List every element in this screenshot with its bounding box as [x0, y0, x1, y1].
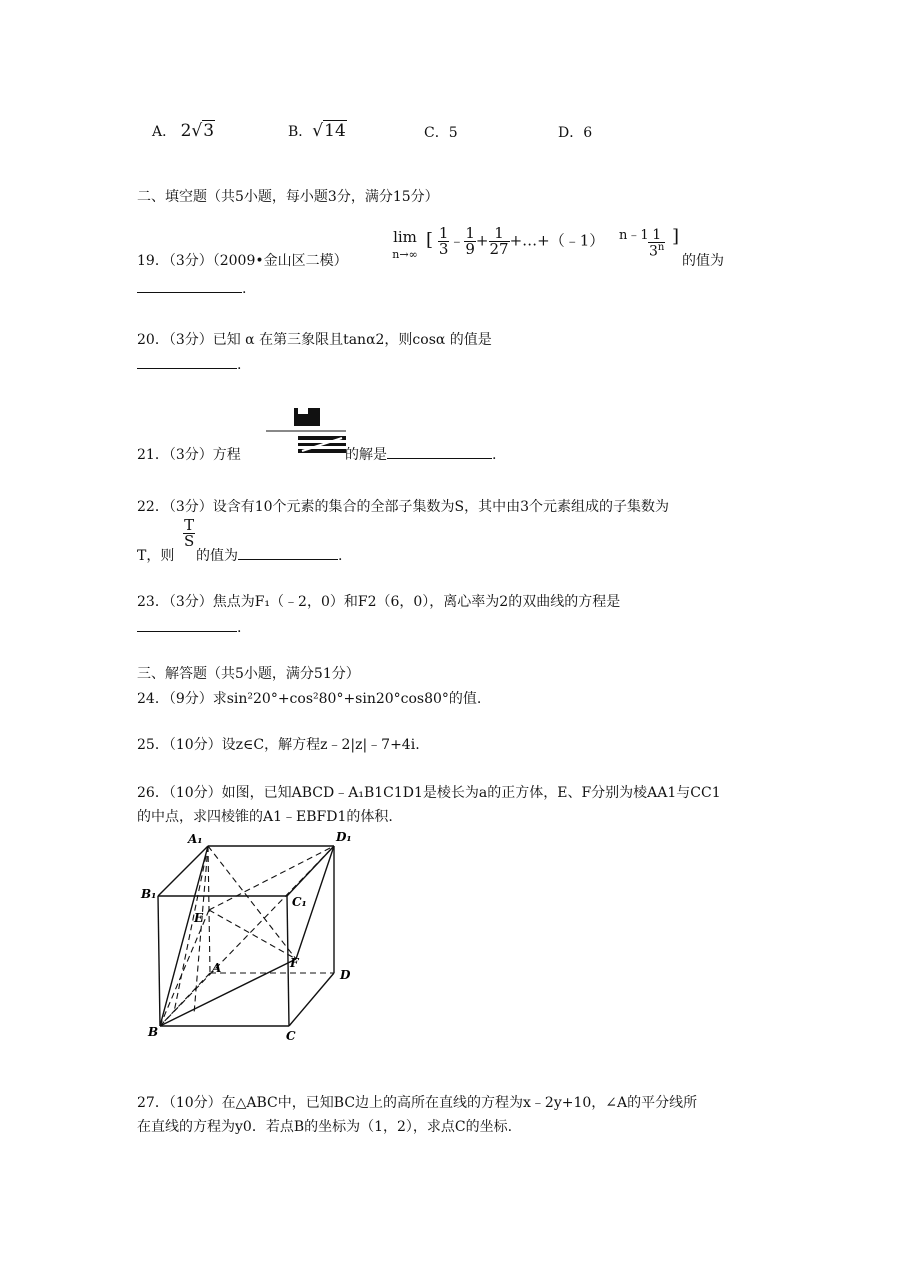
q19-end: .	[242, 281, 247, 297]
q19-frac-4-num: 1	[652, 227, 662, 243]
q26-line2: 的中点，求四棱锥的A1﹣EBFD1的体积.	[137, 809, 393, 825]
q19-frac-4	[648, 228, 665, 259]
cube-dashed-edges	[160, 846, 334, 1026]
q21-equation-image	[262, 405, 348, 457]
q25-text: 25．（10分）设z∈C，解方程z﹣2|z|﹣7+4i.	[137, 737, 420, 753]
label-a: A	[212, 961, 222, 975]
q19-frac-1-den: 3	[438, 240, 449, 258]
q19-series-dots: +…+（﹣1）	[509, 231, 605, 250]
option-b-label: B．	[288, 124, 313, 140]
q19-frac-3-num: 1	[489, 226, 510, 242]
option-d: D．6	[558, 125, 593, 141]
q19-minus: ﹣	[449, 231, 465, 250]
label-d1: D₁	[336, 830, 352, 844]
q21-suffix: 的解是	[345, 447, 387, 463]
q19-frac-2-num: 1	[465, 224, 475, 242]
q23-text: 23．（3分）焦点为F₁（﹣2，0）和F2（6，0），离心率为2的双曲线的方程是	[137, 594, 621, 610]
q19-lim-sub: n→∞	[392, 248, 418, 261]
q22-answer-line	[196, 545, 342, 565]
q19-frac-4-exp: n	[657, 242, 665, 253]
option-b-radicand: 14	[324, 121, 346, 141]
label-b: B	[148, 1025, 159, 1039]
q19-frac-1	[438, 226, 450, 257]
q23-end: .	[237, 620, 242, 636]
q19-frac-1-num: 1	[438, 224, 449, 242]
q19-expression	[426, 226, 604, 257]
q24-text: 24．（9分）求sin²20°+cos²80°+sin20°cos80°的值.	[137, 691, 482, 707]
label-c: C	[286, 1029, 296, 1043]
q21-prefix: 21．（3分）方程	[137, 447, 241, 463]
q19-frac-2	[464, 226, 476, 257]
label-b1: B₁	[141, 887, 157, 901]
q19-lim	[386, 228, 424, 261]
q19-frac-4-den: 3	[649, 243, 658, 260]
q22-text: 22．（3分）设含有10个元素的集合的全部子集数为S，其中由3个元素组成的子集数为	[137, 499, 670, 515]
q20-end: .	[237, 357, 242, 373]
q23-answer-line	[137, 617, 241, 636]
q20-answer-line	[137, 354, 241, 373]
q19-frac-3	[489, 226, 510, 257]
label-f: F	[290, 956, 299, 970]
section3-heading: 三、解答题（共5小题，满分51分）	[137, 666, 360, 682]
q19-prefix: 19．（3分）（2009•金山区二模）	[137, 253, 348, 269]
q19-bracket-close: ]	[672, 226, 680, 247]
option-b: B．√14	[288, 121, 346, 141]
q19-answer-line	[137, 278, 246, 297]
q22-frac	[183, 518, 195, 549]
q19-plus: +	[475, 231, 489, 250]
q23-blank[interactable]	[137, 617, 237, 632]
section2-heading: 二、填空题（共5小题，每小题3分，满分15分）	[137, 189, 439, 205]
q19-bracket-open: [	[426, 229, 434, 251]
q19-suffix: 的值为	[682, 253, 724, 269]
q26-line1: 26．（10分）如图，已知ABCD﹣A₁B1C1D1是棱长为a的正方体，E、F分别为棱AA1与CC1	[137, 785, 721, 801]
q21-answer-line	[345, 444, 496, 464]
q21-blank[interactable]	[387, 444, 492, 459]
q21-end: .	[492, 447, 497, 463]
q19-frac-2-den: 9	[465, 240, 475, 258]
q22-suffix: 的值为	[196, 548, 238, 564]
q19-frac-3-den: 27	[489, 240, 509, 258]
q19-lim-text: lim	[393, 228, 417, 246]
option-a-radicand: 3	[203, 121, 215, 141]
q19-blank[interactable]	[137, 278, 242, 293]
q22-frac-num: T	[184, 516, 195, 534]
label-a1: A₁	[188, 832, 203, 846]
q20-text: 20．（3分）已知 α 在第三象限且tanα2，则cosα 的值是	[137, 332, 492, 348]
q22-blank[interactable]	[238, 545, 338, 560]
option-c: C．5	[424, 125, 458, 141]
q22-end: .	[338, 548, 343, 564]
q20-blank[interactable]	[137, 354, 237, 369]
q27-line1: 27．（10分）在△ABC中，已知BC边上的高所在直线的方程为x﹣2y+10，∠A的平分线所	[137, 1095, 698, 1111]
cube-figure	[136, 826, 366, 1046]
option-a: A． 2√3	[152, 121, 215, 141]
option-a-coef: 2	[180, 121, 192, 141]
label-e: E	[194, 911, 204, 925]
label-d: D	[340, 968, 351, 982]
q19-exponent: n﹣1	[619, 228, 649, 243]
q27-line2: 在直线的方程为y0．若点B的坐标为（1，2），求点C的坐标.	[137, 1119, 513, 1135]
q22-frac-den: S	[184, 532, 195, 550]
label-c1: C₁	[292, 895, 307, 909]
option-a-label: A．	[152, 124, 177, 140]
q22-line2-prefix: T，则	[137, 548, 175, 564]
